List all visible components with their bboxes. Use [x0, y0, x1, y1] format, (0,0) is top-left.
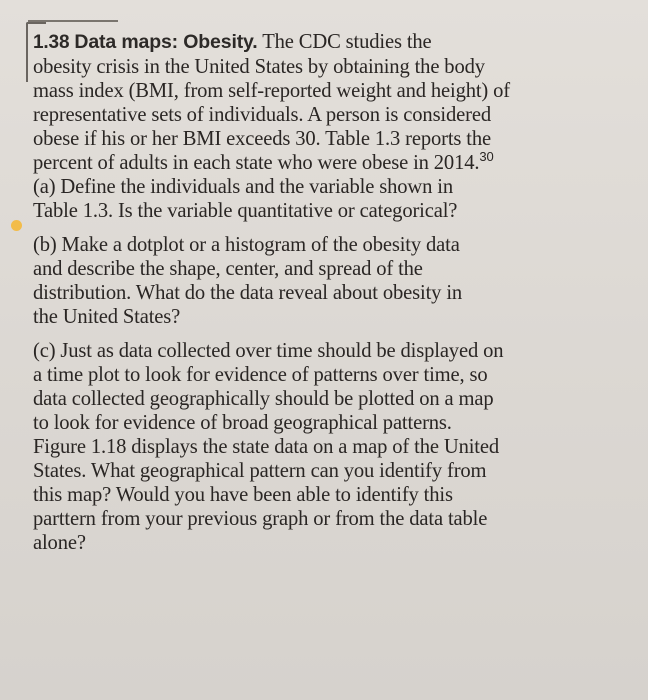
part-b [33, 233, 633, 329]
part-b-line: (b) Make a dotplot or a histogram of the obesity data [33, 234, 460, 256]
intro-line: percent of adults in each state who were obese in 2014. [33, 152, 480, 174]
part-b-line: distribution. What do the data reveal about obesity in [33, 282, 463, 304]
part-a-line: Table 1.3. Is the variable quantitative or categorical? [33, 200, 458, 222]
part-b-line: and describe the shape, center, and spread of the [33, 258, 423, 280]
intro-line: obese if his or her BMI exceeds 30. Table 1.3 reports the [33, 128, 492, 150]
problem-number: 1.38 [33, 32, 70, 53]
part-c-line: a time plot to look for evidence of patterns over time, so [33, 364, 488, 386]
part-a-line: (a) Define the individuals and the variable shown in [33, 176, 453, 198]
part-a [33, 175, 633, 223]
intro-line: obesity crisis in the United States by obtaining the body [33, 56, 485, 78]
problem-text [33, 30, 633, 555]
part-c-line: to look for evidence of broad geographical patterns. [33, 412, 452, 434]
intro-line: The CDC studies the [262, 31, 432, 53]
footnote-marker: 30 [479, 149, 494, 164]
part-c-line: alone? [33, 532, 86, 554]
problem-title: Data maps: Obesity. [74, 31, 258, 53]
intro-line: representative sets of individuals. A person is considered [33, 104, 491, 126]
part-c-line: (c) Just as data collected over time should be displayed on [33, 340, 504, 362]
intro-last-line [33, 151, 633, 175]
part-c-line: parttern from your previous graph or from the data table [33, 508, 488, 530]
part-c [33, 339, 633, 555]
highlight-dot-icon [11, 220, 22, 231]
problem-first-line [33, 30, 633, 55]
part-c-line: this map? Would you have been able to identify this [33, 484, 453, 506]
intro-line: mass index (BMI, from self-reported weight and height) of [33, 80, 510, 102]
part-c-line: Figure 1.18 displays the state data on a map of the United [33, 436, 499, 458]
part-c-line: data collected geographically should be plotted on a map [33, 388, 494, 410]
part-c-line: States. What geographical pattern can you identify from [33, 460, 487, 482]
part-b-line: the United States? [33, 306, 181, 328]
